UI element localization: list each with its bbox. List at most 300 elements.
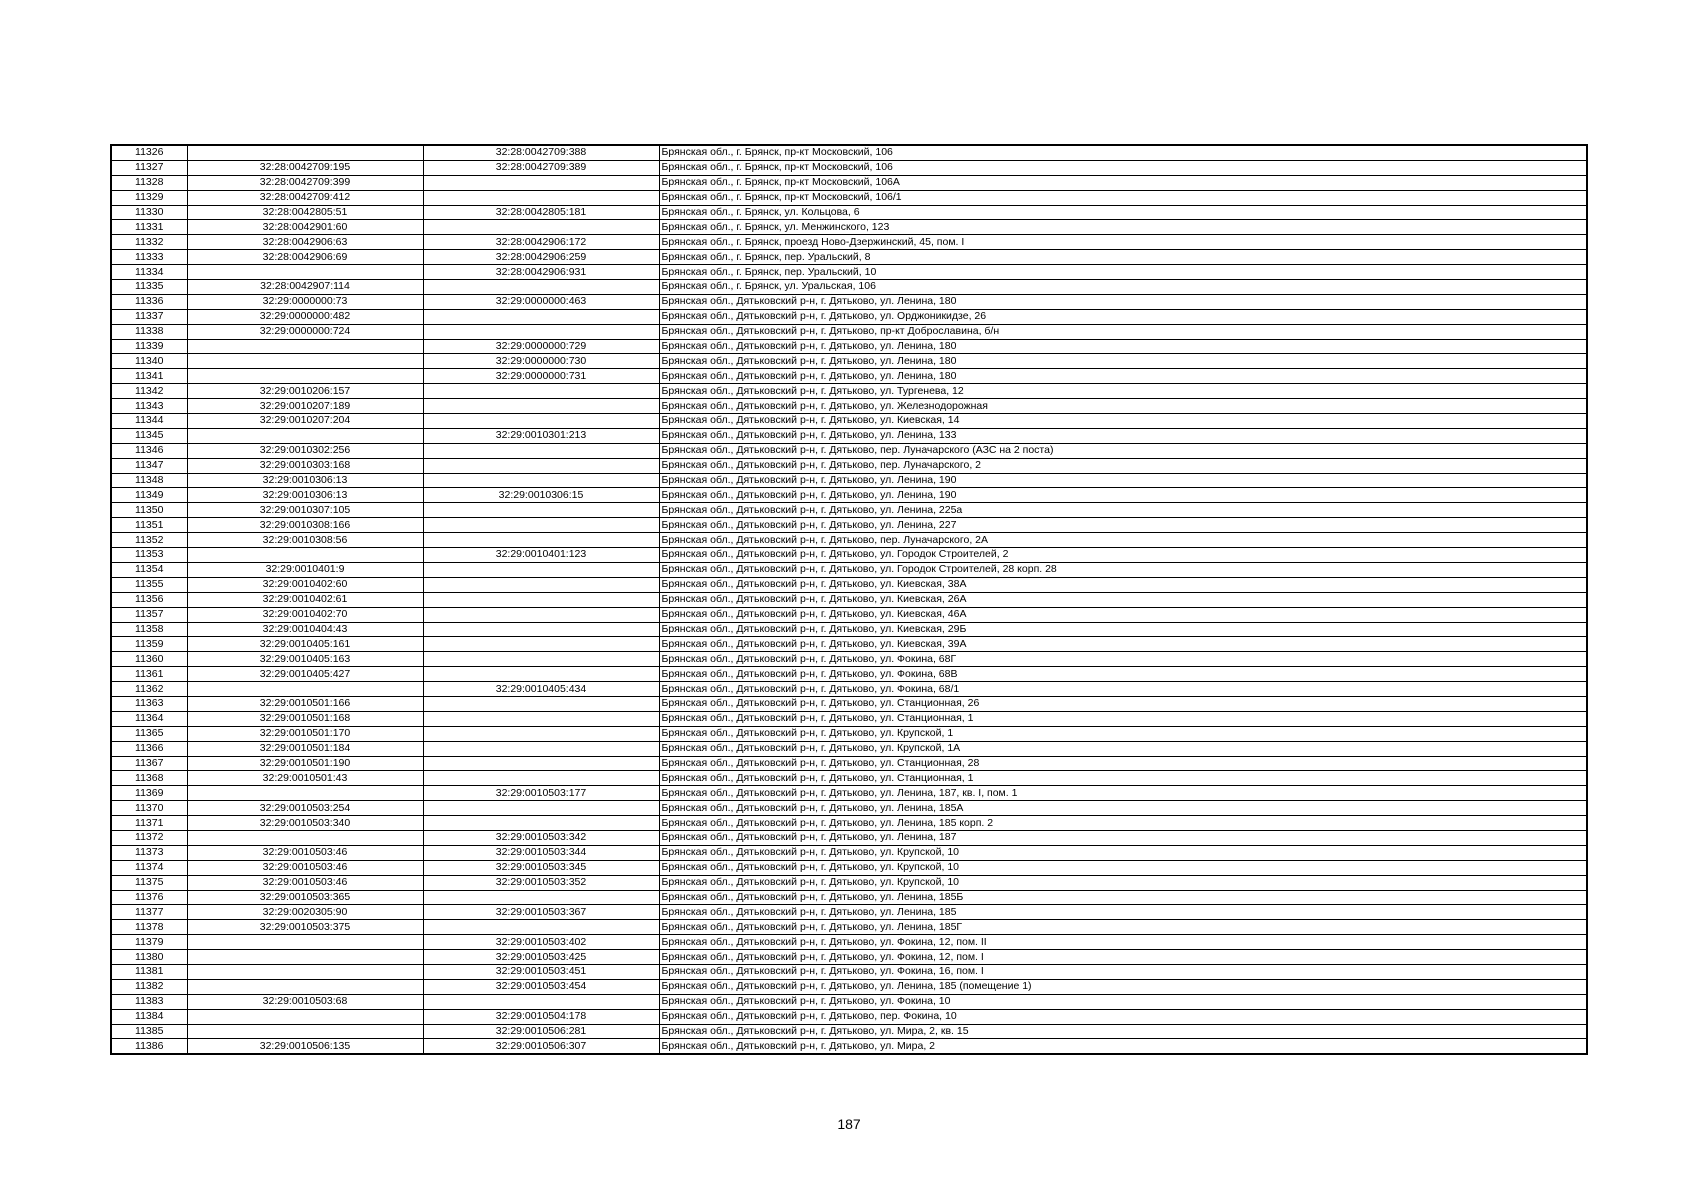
- address-cell: Брянская обл., Дятьковский р-н, г. Дятьково, пер. Фокина, 10: [659, 1009, 1587, 1024]
- object-cadastral-number-cell: [423, 652, 659, 667]
- address-cell: Брянская обл., г. Брянск, пер. Уральский, 10: [659, 265, 1587, 280]
- address-cell: Брянская обл., Дятьковский р-н, г. Дятьково, ул. Крупской, 10: [659, 860, 1587, 875]
- row-number-cell: 11373: [111, 845, 187, 860]
- row-number-cell: 11363: [111, 696, 187, 711]
- address-cell: Брянская обл., Дятьковский р-н, г. Дятьково, ул. Фокина, 68/1: [659, 682, 1587, 697]
- cadastral-number-cell: 32:29:0010308:56: [187, 533, 423, 548]
- row-number-cell: 11365: [111, 726, 187, 741]
- cadastral-number-cell: 32:29:0000000:724: [187, 324, 423, 339]
- address-cell: Брянская обл., г. Брянск, ул. Уральская, 106: [659, 280, 1587, 295]
- address-cell: Брянская обл., Дятьковский р-н, г. Дятьково, ул. Станционная, 26: [659, 696, 1587, 711]
- row-number-cell: 11358: [111, 622, 187, 637]
- address-cell: Брянская обл., Дятьковский р-н, г. Дятьково, ул. Ленина, 185 (помещение 1): [659, 979, 1587, 994]
- cadastral-number-cell: 32:28:0042709:195: [187, 160, 423, 175]
- row-number-cell: 11340: [111, 354, 187, 369]
- cadastral-number-cell: 32:29:0010501:166: [187, 696, 423, 711]
- cadastral-number-cell: 32:29:0010501:43: [187, 771, 423, 786]
- table-row: [111, 369, 1587, 384]
- cadastral-number-cell: [187, 964, 423, 979]
- table-row: [111, 592, 1587, 607]
- cadastral-number-cell: 32:29:0010503:365: [187, 890, 423, 905]
- cadastral-number-cell: 32:28:0042901:60: [187, 220, 423, 235]
- table-row: [111, 265, 1587, 280]
- row-number-cell: 11339: [111, 339, 187, 354]
- address-cell: Брянская обл., Дятьковский р-н, г. Дятьково, ул. Ленина, 133: [659, 428, 1587, 443]
- object-cadastral-number-cell: 32:29:0010504:178: [423, 1009, 659, 1024]
- table-row: [111, 443, 1587, 458]
- cadastral-number-cell: 32:29:0010303:168: [187, 458, 423, 473]
- address-cell: Брянская обл., Дятьковский р-н, г. Дятьково, ул. Фокина, 68Г: [659, 652, 1587, 667]
- object-cadastral-number-cell: [423, 994, 659, 1009]
- address-cell: Брянская обл., Дятьковский р-н, г. Дятьково, ул. Ленина, 187: [659, 830, 1587, 845]
- cadastral-number-cell: 32:29:0010503:46: [187, 875, 423, 890]
- table-row: [111, 950, 1587, 965]
- object-cadastral-number-cell: [423, 458, 659, 473]
- table-row: [111, 756, 1587, 771]
- cadastral-number-cell: [187, 428, 423, 443]
- table-row: [111, 488, 1587, 503]
- address-cell: Брянская обл., Дятьковский р-н, г. Дятьково, ул. Ленина, 180: [659, 294, 1587, 309]
- object-cadastral-number-cell: [423, 726, 659, 741]
- row-number-cell: 11359: [111, 637, 187, 652]
- object-cadastral-number-cell: [423, 771, 659, 786]
- cadastral-number-cell: 32:29:0010405:163: [187, 652, 423, 667]
- address-cell: Брянская обл., Дятьковский р-н, г. Дятьково, ул. Киевская, 39А: [659, 637, 1587, 652]
- table-row: [111, 577, 1587, 592]
- row-number-cell: 11346: [111, 443, 187, 458]
- object-cadastral-number-cell: [423, 533, 659, 548]
- address-cell: Брянская обл., Дятьковский р-н, г. Дятьково, ул. Ленина, 185Г: [659, 920, 1587, 935]
- table-row: [111, 711, 1587, 726]
- address-cell: Брянская обл., Дятьковский р-н, г. Дятьково, ул. Тургенева, 12: [659, 384, 1587, 399]
- address-cell: Брянская обл., Дятьковский р-н, г. Дятьково, ул. Мира, 2: [659, 1039, 1587, 1054]
- row-number-cell: 11376: [111, 890, 187, 905]
- cadastral-number-cell: 32:29:0010503:46: [187, 860, 423, 875]
- table-row: [111, 741, 1587, 756]
- cadastral-number-cell: 32:29:0010501:190: [187, 756, 423, 771]
- row-number-cell: 11371: [111, 816, 187, 831]
- object-cadastral-number-cell: [423, 696, 659, 711]
- cadastral-number-cell: [187, 265, 423, 280]
- cadastral-number-cell: 32:28:0042709:412: [187, 190, 423, 205]
- address-cell: Брянская обл., Дятьковский р-н, г. Дятьково, ул. Ленина, 225а: [659, 503, 1587, 518]
- table-row: [111, 220, 1587, 235]
- object-cadastral-number-cell: 32:29:0010503:177: [423, 786, 659, 801]
- object-cadastral-number-cell: [423, 384, 659, 399]
- cadastral-number-cell: 32:29:0010506:135: [187, 1039, 423, 1054]
- cadastral-number-cell: 32:29:0010207:204: [187, 414, 423, 429]
- address-cell: Брянская обл., Дятьковский р-н, г. Дятьково, ул. Ленина, 185: [659, 905, 1587, 920]
- object-cadastral-number-cell: [423, 175, 659, 190]
- object-cadastral-number-cell: [423, 607, 659, 622]
- cadastral-number-cell: [187, 548, 423, 563]
- cadastral-number-cell: 32:29:0010306:13: [187, 473, 423, 488]
- table-row: [111, 250, 1587, 265]
- address-cell: Брянская обл., Дятьковский р-н, г. Дятьково, ул. Ленина, 190: [659, 473, 1587, 488]
- object-cadastral-number-cell: 32:29:0010503:451: [423, 964, 659, 979]
- page-number: 187: [837, 1116, 861, 1132]
- table-row: [111, 175, 1587, 190]
- object-cadastral-number-cell: 32:28:0042906:172: [423, 235, 659, 250]
- row-number-cell: 11331: [111, 220, 187, 235]
- row-number-cell: 11380: [111, 950, 187, 965]
- address-cell: Брянская обл., Дятьковский р-н, г. Дятьково, ул. Станционная, 1: [659, 711, 1587, 726]
- object-cadastral-number-cell: 32:29:0010503:402: [423, 935, 659, 950]
- row-number-cell: 11348: [111, 473, 187, 488]
- address-cell: Брянская обл., Дятьковский р-н, г. Дятьково, ул. Ленина, 227: [659, 518, 1587, 533]
- row-number-cell: 11379: [111, 935, 187, 950]
- object-cadastral-number-cell: [423, 592, 659, 607]
- address-cell: Брянская обл., Дятьковский р-н, г. Дятьково, ул. Ленина, 185А: [659, 801, 1587, 816]
- table-row: [111, 235, 1587, 250]
- object-cadastral-number-cell: [423, 637, 659, 652]
- cadastral-number-cell: 32:29:0010404:43: [187, 622, 423, 637]
- address-cell: Брянская обл., Дятьковский р-н, г. Дятьково, ул. Ленина, 185Б: [659, 890, 1587, 905]
- cadastral-number-cell: [187, 369, 423, 384]
- object-cadastral-number-cell: 32:29:0000000:463: [423, 294, 659, 309]
- object-cadastral-number-cell: [423, 399, 659, 414]
- row-number-cell: 11378: [111, 920, 187, 935]
- address-cell: Брянская обл., г. Брянск, проезд Ново-Дзержинский, 45, пом. I: [659, 235, 1587, 250]
- row-number-cell: 11330: [111, 205, 187, 220]
- address-cell: Брянская обл., г. Брянск, пр-кт Московский, 106: [659, 160, 1587, 175]
- address-cell: Брянская обл., Дятьковский р-н, г. Дятьково, ул. Ленина, 190: [659, 488, 1587, 503]
- row-number-cell: 11329: [111, 190, 187, 205]
- cadastral-number-cell: 32:29:0010503:375: [187, 920, 423, 935]
- table-row: [111, 964, 1587, 979]
- address-cell: Брянская обл., Дятьковский р-н, г. Дятьково, ул. Городок Строителей, 2: [659, 548, 1587, 563]
- table-row: [111, 920, 1587, 935]
- table-row: [111, 533, 1587, 548]
- row-number-cell: 11337: [111, 309, 187, 324]
- cadastral-number-cell: 32:29:0010206:157: [187, 384, 423, 399]
- cadastral-number-cell: 32:28:0042709:399: [187, 175, 423, 190]
- row-number-cell: 11369: [111, 786, 187, 801]
- cadastral-number-cell: 32:29:0010402:70: [187, 607, 423, 622]
- object-cadastral-number-cell: 32:29:0010401:123: [423, 548, 659, 563]
- table-row: [111, 1039, 1587, 1054]
- row-number-cell: 11345: [111, 428, 187, 443]
- table-row: [111, 518, 1587, 533]
- table-row: [111, 384, 1587, 399]
- address-cell: Брянская обл., Дятьковский р-н, г. Дятьково, ул. Фокина, 12, пом. I: [659, 950, 1587, 965]
- cadastral-number-cell: [187, 935, 423, 950]
- cadastral-number-cell: 32:29:0000000:73: [187, 294, 423, 309]
- table-row: [111, 637, 1587, 652]
- object-cadastral-number-cell: 32:29:0000000:731: [423, 369, 659, 384]
- object-cadastral-number-cell: 32:29:0010405:434: [423, 682, 659, 697]
- table-row: [111, 905, 1587, 920]
- object-cadastral-number-cell: [423, 503, 659, 518]
- row-number-cell: 11333: [111, 250, 187, 265]
- table-row: [111, 428, 1587, 443]
- cadastral-number-cell: 32:29:0010401:9: [187, 562, 423, 577]
- object-cadastral-number-cell: [423, 711, 659, 726]
- row-number-cell: 11386: [111, 1039, 187, 1054]
- object-cadastral-number-cell: [423, 443, 659, 458]
- cadastral-number-cell: 32:29:0000000:482: [187, 309, 423, 324]
- address-cell: Брянская обл., Дятьковский р-н, г. Дятьково, ул. Крупской, 10: [659, 875, 1587, 890]
- registry-table: [110, 144, 1588, 1055]
- row-number-cell: 11382: [111, 979, 187, 994]
- cadastral-number-cell: [187, 354, 423, 369]
- cadastral-number-cell: [187, 950, 423, 965]
- address-cell: Брянская обл., Дятьковский р-н, г. Дятьково, ул. Городок Строителей, 28 корп. 28: [659, 562, 1587, 577]
- address-cell: Брянская обл., Дятьковский р-н, г. Дятьково, ул. Станционная, 28: [659, 756, 1587, 771]
- row-number-cell: 11332: [111, 235, 187, 250]
- table-row: [111, 771, 1587, 786]
- address-cell: Брянская обл., Дятьковский р-н, г. Дятьково, ул. Киевская, 14: [659, 414, 1587, 429]
- address-cell: Брянская обл., Дятьковский р-н, г. Дятьково, ул. Фокина, 10: [659, 994, 1587, 1009]
- table-row: [111, 414, 1587, 429]
- address-cell: Брянская обл., Дятьковский р-н, г. Дятьково, ул. Ленина, 180: [659, 339, 1587, 354]
- table-row: [111, 473, 1587, 488]
- row-number-cell: 11370: [111, 801, 187, 816]
- address-cell: Брянская обл., Дятьковский р-н, г. Дятьково, ул. Фокина, 12, пом. II: [659, 935, 1587, 950]
- table-row: [111, 309, 1587, 324]
- cadastral-number-cell: 32:29:0010503:46: [187, 845, 423, 860]
- object-cadastral-number-cell: [423, 473, 659, 488]
- object-cadastral-number-cell: [423, 562, 659, 577]
- table-row: [111, 562, 1587, 577]
- row-number-cell: 11360: [111, 652, 187, 667]
- row-number-cell: 11349: [111, 488, 187, 503]
- row-number-cell: 11383: [111, 994, 187, 1009]
- row-number-cell: 11364: [111, 711, 187, 726]
- row-number-cell: 11381: [111, 964, 187, 979]
- address-cell: Брянская обл., Дятьковский р-н, г. Дятьково, ул. Ленина, 180: [659, 369, 1587, 384]
- cadastral-number-cell: [187, 786, 423, 801]
- address-cell: Брянская обл., Дятьковский р-н, г. Дятьково, ул. Ленина, 187, кв. I, пом. 1: [659, 786, 1587, 801]
- row-number-cell: 11344: [111, 414, 187, 429]
- object-cadastral-number-cell: 32:29:0010506:281: [423, 1024, 659, 1039]
- object-cadastral-number-cell: [423, 816, 659, 831]
- row-number-cell: 11355: [111, 577, 187, 592]
- row-number-cell: 11335: [111, 280, 187, 295]
- object-cadastral-number-cell: [423, 756, 659, 771]
- row-number-cell: 11368: [111, 771, 187, 786]
- row-number-cell: 11342: [111, 384, 187, 399]
- table-row: [111, 994, 1587, 1009]
- table-row: [111, 205, 1587, 220]
- table-row: [111, 503, 1587, 518]
- table-row: [111, 399, 1587, 414]
- row-number-cell: 11375: [111, 875, 187, 890]
- address-cell: Брянская обл., г. Брянск, ул. Кольцова, 6: [659, 205, 1587, 220]
- cadastral-number-cell: [187, 979, 423, 994]
- object-cadastral-number-cell: [423, 890, 659, 905]
- address-cell: Брянская обл., Дятьковский р-н, г. Дятьково, пер. Луначарского, 2: [659, 458, 1587, 473]
- row-number-cell: 11336: [111, 294, 187, 309]
- cadastral-number-cell: [187, 830, 423, 845]
- cadastral-number-cell: 32:29:0010402:60: [187, 577, 423, 592]
- row-number-cell: 11338: [111, 324, 187, 339]
- address-cell: Брянская обл., Дятьковский р-н, г. Дятьково, ул. Киевская, 26А: [659, 592, 1587, 607]
- row-number-cell: 11353: [111, 548, 187, 563]
- table-row: [111, 845, 1587, 860]
- cadastral-number-cell: 32:29:0010308:166: [187, 518, 423, 533]
- address-cell: Брянская обл., г. Брянск, пр-кт Московский, 106/1: [659, 190, 1587, 205]
- address-cell: Брянская обл., Дятьковский р-н, г. Дятьково, ул. Железнодорожная: [659, 399, 1587, 414]
- table-row: [111, 354, 1587, 369]
- table-row: [111, 935, 1587, 950]
- object-cadastral-number-cell: 32:29:0010503:352: [423, 875, 659, 890]
- cadastral-number-cell: 32:29:0010501:170: [187, 726, 423, 741]
- cadastral-number-cell: 32:29:0010302:256: [187, 443, 423, 458]
- cadastral-number-cell: [187, 682, 423, 697]
- address-cell: Брянская обл., Дятьковский р-н, г. Дятьково, ул. Киевская, 46А: [659, 607, 1587, 622]
- object-cadastral-number-cell: [423, 220, 659, 235]
- table-row: [111, 324, 1587, 339]
- object-cadastral-number-cell: 32:28:0042805:181: [423, 205, 659, 220]
- address-cell: Брянская обл., Дятьковский р-н, г. Дятьково, ул. Ленина, 180: [659, 354, 1587, 369]
- row-number-cell: 11367: [111, 756, 187, 771]
- address-cell: Брянская обл., Дятьковский р-н, г. Дятьково, ул. Киевская, 38А: [659, 577, 1587, 592]
- address-cell: Брянская обл., Дятьковский р-н, г. Дятьково, пер. Луначарского, 2А: [659, 533, 1587, 548]
- table-row: [111, 860, 1587, 875]
- cadastral-number-cell: [187, 145, 423, 160]
- table-row: [111, 979, 1587, 994]
- cadastral-number-cell: [187, 339, 423, 354]
- row-number-cell: 11352: [111, 533, 187, 548]
- cadastral-number-cell: [187, 1009, 423, 1024]
- object-cadastral-number-cell: 32:28:0042906:259: [423, 250, 659, 265]
- row-number-cell: 11366: [111, 741, 187, 756]
- row-number-cell: 11341: [111, 369, 187, 384]
- cadastral-number-cell: 32:29:0010503:254: [187, 801, 423, 816]
- cadastral-number-cell: 32:28:0042906:63: [187, 235, 423, 250]
- table-row: [111, 339, 1587, 354]
- object-cadastral-number-cell: 32:28:0042906:931: [423, 265, 659, 280]
- address-cell: Брянская обл., Дятьковский р-н, г. Дятьково, ул. Крупской, 1: [659, 726, 1587, 741]
- registry-table-body: [111, 145, 1587, 1054]
- object-cadastral-number-cell: 32:29:0010506:307: [423, 1039, 659, 1054]
- object-cadastral-number-cell: 32:29:0010503:454: [423, 979, 659, 994]
- table-row: [111, 458, 1587, 473]
- table-row: [111, 145, 1587, 160]
- address-cell: Брянская обл., Дятьковский р-н, г. Дятьково, ул. Орджоникидзе, 26: [659, 309, 1587, 324]
- table-row: [111, 622, 1587, 637]
- table-row: [111, 786, 1587, 801]
- object-cadastral-number-cell: [423, 741, 659, 756]
- row-number-cell: 11361: [111, 667, 187, 682]
- object-cadastral-number-cell: [423, 324, 659, 339]
- address-cell: Брянская обл., Дятьковский р-н, г. Дятьково, пр-кт Доброславина, б/н: [659, 324, 1587, 339]
- object-cadastral-number-cell: 32:29:0010503:367: [423, 905, 659, 920]
- object-cadastral-number-cell: [423, 414, 659, 429]
- cadastral-number-cell: 32:29:0020305:90: [187, 905, 423, 920]
- address-cell: Брянская обл., г. Брянск, пр-кт Московский, 106А: [659, 175, 1587, 190]
- cadastral-number-cell: 32:29:0010306:13: [187, 488, 423, 503]
- cadastral-number-cell: 32:29:0010405:161: [187, 637, 423, 652]
- object-cadastral-number-cell: 32:29:0010503:342: [423, 830, 659, 845]
- object-cadastral-number-cell: 32:29:0000000:730: [423, 354, 659, 369]
- table-row: [111, 607, 1587, 622]
- address-cell: Брянская обл., Дятьковский р-н, г. Дятьково, ул. Ленина, 185 корп. 2: [659, 816, 1587, 831]
- object-cadastral-number-cell: [423, 309, 659, 324]
- cadastral-number-cell: 32:28:0042906:69: [187, 250, 423, 265]
- table-row: [111, 875, 1587, 890]
- table-row: [111, 1024, 1587, 1039]
- table-row: [111, 160, 1587, 175]
- row-number-cell: 11347: [111, 458, 187, 473]
- object-cadastral-number-cell: [423, 920, 659, 935]
- table-row: [111, 816, 1587, 831]
- row-number-cell: 11350: [111, 503, 187, 518]
- row-number-cell: 11327: [111, 160, 187, 175]
- row-number-cell: 11356: [111, 592, 187, 607]
- table-row: [111, 890, 1587, 905]
- object-cadastral-number-cell: 32:29:0010306:15: [423, 488, 659, 503]
- cadastral-number-cell: 32:29:0010402:61: [187, 592, 423, 607]
- object-cadastral-number-cell: 32:29:0000000:729: [423, 339, 659, 354]
- table-row: [111, 190, 1587, 205]
- row-number-cell: 11362: [111, 682, 187, 697]
- row-number-cell: 11326: [111, 145, 187, 160]
- cadastral-number-cell: 32:29:0010307:105: [187, 503, 423, 518]
- address-cell: Брянская обл., Дятьковский р-н, г. Дятьково, ул. Крупской, 1А: [659, 741, 1587, 756]
- cadastral-number-cell: 32:29:0010405:427: [187, 667, 423, 682]
- cadastral-number-cell: 32:29:0010503:340: [187, 816, 423, 831]
- object-cadastral-number-cell: [423, 667, 659, 682]
- address-cell: Брянская обл., Дятьковский р-н, г. Дятьково, ул. Станционная, 1: [659, 771, 1587, 786]
- cadastral-number-cell: 32:28:0042907:114: [187, 280, 423, 295]
- cadastral-number-cell: [187, 1024, 423, 1039]
- table-row: [111, 682, 1587, 697]
- row-number-cell: 11357: [111, 607, 187, 622]
- object-cadastral-number-cell: 32:29:0010503:425: [423, 950, 659, 965]
- address-cell: Брянская обл., г. Брянск, ул. Менжинского, 123: [659, 220, 1587, 235]
- address-cell: Брянская обл., Дятьковский р-н, г. Дятьково, ул. Фокина, 16, пом. I: [659, 964, 1587, 979]
- row-number-cell: 11377: [111, 905, 187, 920]
- table-row: [111, 696, 1587, 711]
- object-cadastral-number-cell: 32:28:0042709:389: [423, 160, 659, 175]
- address-cell: Брянская обл., г. Брянск, пр-кт Московский, 106: [659, 145, 1587, 160]
- table-row: [111, 1009, 1587, 1024]
- table-row: [111, 294, 1587, 309]
- address-cell: Брянская обл., Дятьковский р-н, г. Дятьково, ул. Фокина, 68В: [659, 667, 1587, 682]
- object-cadastral-number-cell: 32:29:0010301:213: [423, 428, 659, 443]
- object-cadastral-number-cell: 32:28:0042709:388: [423, 145, 659, 160]
- table-row: [111, 652, 1587, 667]
- address-cell: Брянская обл., Дятьковский р-н, г. Дятьково, ул. Мира, 2, кв. 15: [659, 1024, 1587, 1039]
- object-cadastral-number-cell: [423, 801, 659, 816]
- row-number-cell: 11385: [111, 1024, 187, 1039]
- cadastral-number-cell: 32:29:0010501:168: [187, 711, 423, 726]
- object-cadastral-number-cell: [423, 577, 659, 592]
- row-number-cell: 11374: [111, 860, 187, 875]
- address-cell: Брянская обл., г. Брянск, пер. Уральский, 8: [659, 250, 1587, 265]
- cadastral-number-cell: 32:28:0042805:51: [187, 205, 423, 220]
- table-row: [111, 548, 1587, 563]
- table-row: [111, 667, 1587, 682]
- table-row: [111, 830, 1587, 845]
- cadastral-number-cell: 32:29:0010207:189: [187, 399, 423, 414]
- object-cadastral-number-cell: [423, 622, 659, 637]
- row-number-cell: 11343: [111, 399, 187, 414]
- row-number-cell: 11328: [111, 175, 187, 190]
- row-number-cell: 11351: [111, 518, 187, 533]
- address-cell: Брянская обл., Дятьковский р-н, г. Дятьково, пер. Луначарского (АЗС на 2 поста): [659, 443, 1587, 458]
- address-cell: Брянская обл., Дятьковский р-н, г. Дятьково, ул. Киевская, 29Б: [659, 622, 1587, 637]
- cadastral-number-cell: 32:29:0010501:184: [187, 741, 423, 756]
- row-number-cell: 11354: [111, 562, 187, 577]
- address-cell: Брянская обл., Дятьковский р-н, г. Дятьково, ул. Крупской, 10: [659, 845, 1587, 860]
- row-number-cell: 11334: [111, 265, 187, 280]
- row-number-cell: 11384: [111, 1009, 187, 1024]
- object-cadastral-number-cell: 32:29:0010503:344: [423, 845, 659, 860]
- table-row: [111, 726, 1587, 741]
